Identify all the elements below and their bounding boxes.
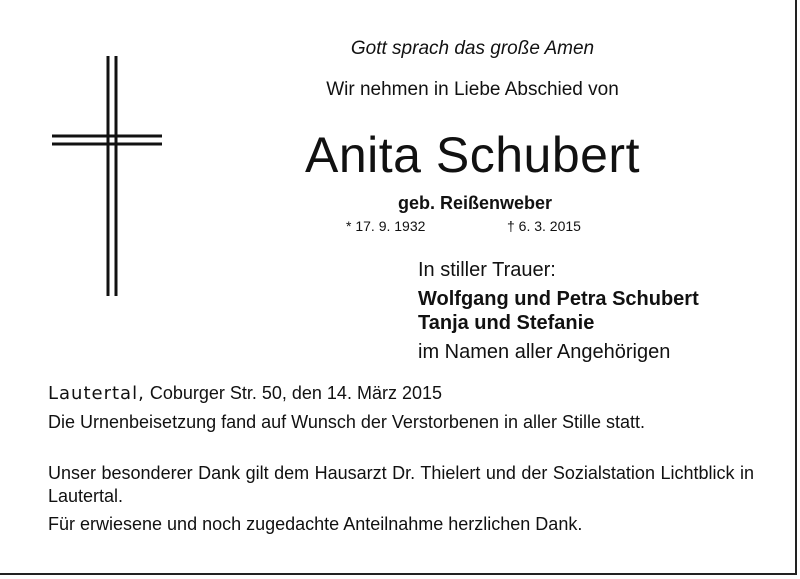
birth-date: * 17. 9. 1932 (346, 218, 426, 234)
death-date: † 6. 3. 2015 (507, 218, 581, 234)
place-name: Lautertal, (48, 383, 145, 404)
mourners-heading: In stiller Trauer: (418, 259, 556, 281)
deceased-name: Anita Schubert (305, 127, 640, 183)
burial-paragraph: Die Urnenbeisetzung fand auf Wunsch der Verstorbenen in aller Stille statt. (48, 412, 646, 432)
thanks-doctor-paragraph: Unser besonderer Dank gilt dem Hausarzt Dr. Thielert und der Sozialstation Lichtblick in Lautertal. (48, 463, 754, 506)
mourners-line-1: Wolfgang und Petra Schubert (418, 288, 699, 310)
maiden-name: geb. Reißenweber (397, 193, 553, 213)
address-date: Coburger Str. 50, den 14. März 2015 (144, 383, 442, 403)
mourners-line-3: im Namen aller Angehörigen (418, 341, 671, 363)
intro-line: Wir nehmen in Liebe Abschied von (326, 79, 619, 100)
place-date-line (48, 383, 442, 404)
thanks-general-paragraph: Für erwiesene und noch zugedachte Anteilnahme herzlichen Dank. (48, 514, 583, 534)
motto: Gott sprach das große Amen (350, 38, 595, 59)
mourners-line-2: Tanja und Stefanie (418, 312, 595, 334)
